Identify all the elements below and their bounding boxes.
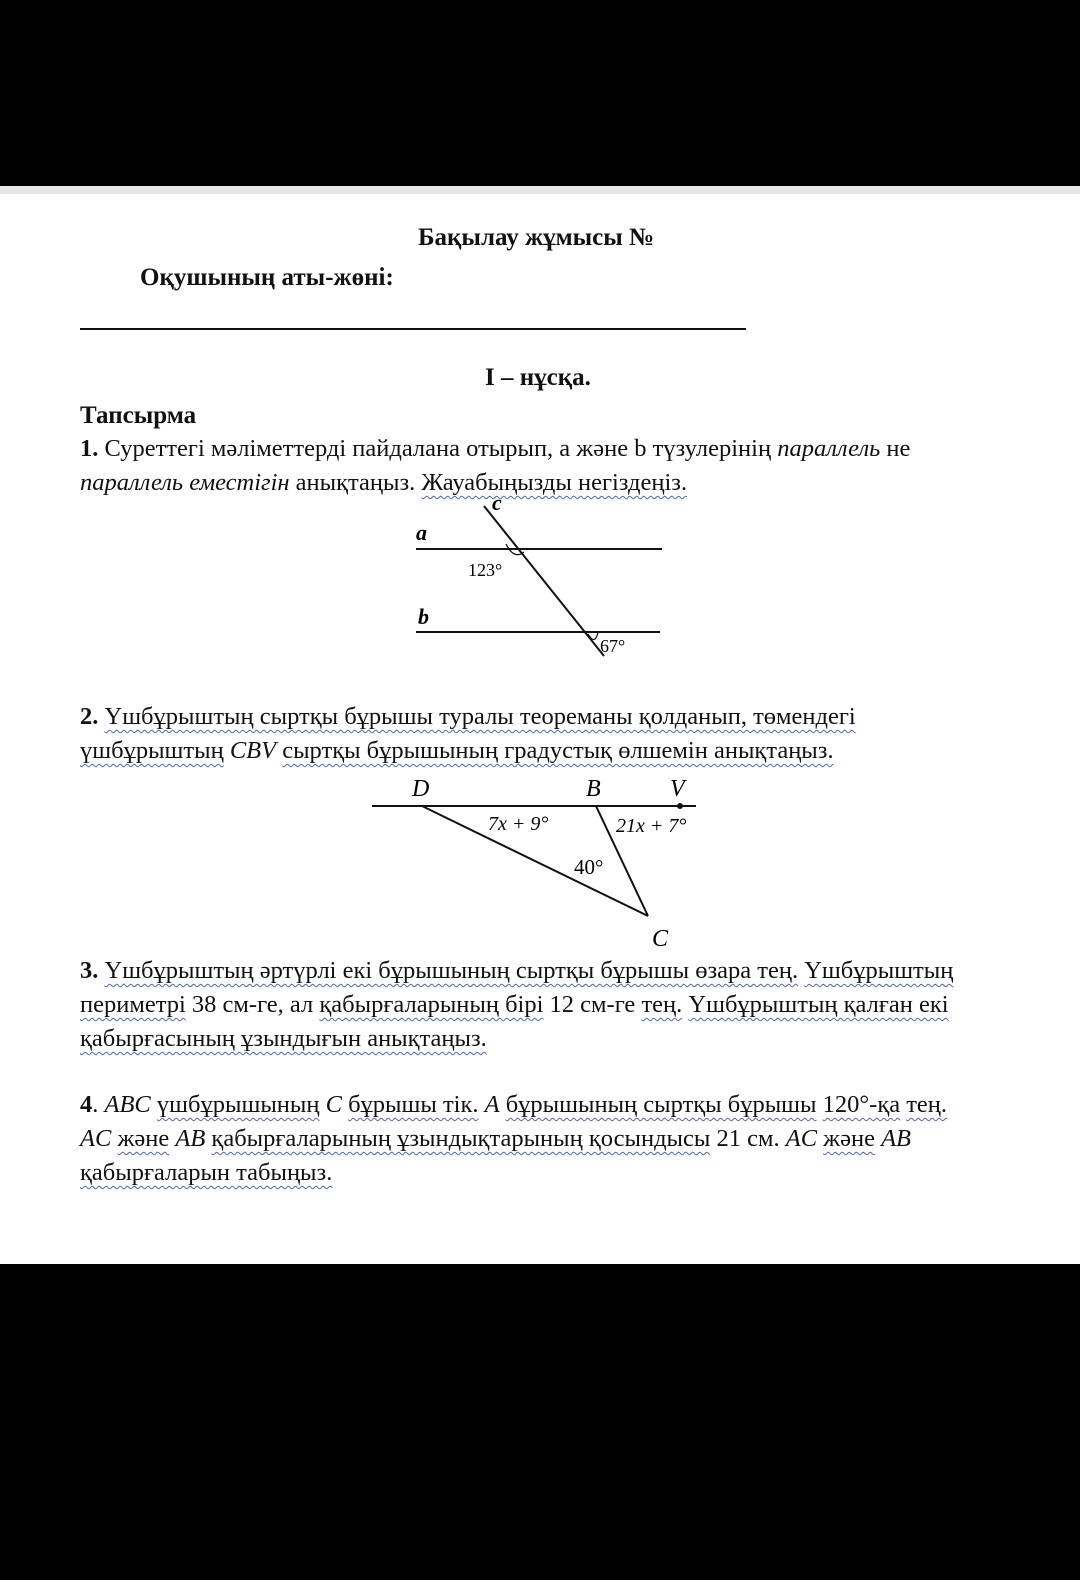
document-title: Бақылау жұмысы № (418, 224, 655, 251)
vertex-c: C (652, 926, 669, 952)
name-underline (80, 328, 746, 330)
student-name-label: Оқушының аты-жөні: (140, 264, 394, 291)
label-b: b (418, 604, 429, 629)
angle-d-expression: 7x + 9° (488, 813, 549, 835)
document-page (0, 194, 1080, 1264)
task-1-text: 1. Суреттегі мәліметтерді пайдалана отырып, а және b түзулерінің параллель не параллель еместігін анықтаңыз. Жауабыңызды негіздеңіз. (80, 435, 911, 496)
parallel-lines-figure (400, 494, 680, 664)
task-1-number: 1. (80, 435, 99, 462)
angle-label-67: 67° (600, 636, 626, 656)
top-black-bar (0, 0, 1080, 186)
angle-c-label: 40° (574, 855, 604, 879)
vertex-d: D (412, 776, 430, 802)
transversal-c (484, 506, 604, 656)
vertex-v: V (670, 776, 685, 802)
label-a: a (416, 520, 427, 545)
section-heading: Тапсырма (80, 402, 197, 429)
task-3-number: 3. (80, 957, 99, 984)
task-4-text: 4. ABC үшбұрышының C бұрышы тік. A бұрышының сыртқы бұрышы 120°-қа тең. AC және AB қабырғаларының ұзындықтарының қосындысы 21 см. AC және AB қабырғаларын табыңыз. (80, 1091, 948, 1186)
task-4-number: 4 (80, 1091, 93, 1118)
task-3-text: 3. Үшбұрыштың әртүрлі екі бұрышының сыртқы бұрышы өзара тең. Үшбұрыштың периметрі 38 см-ге, ал қабырғаларының бірі 12 см-ге тең. Үшбұрыштың қалған екі қабырғасының ұзындығын анықтаңыз. (80, 957, 954, 1052)
task-2-number: 2. (80, 703, 99, 730)
bottom-black-bar (0, 1264, 1080, 1580)
angle-label-123: 123° (468, 560, 503, 580)
angle-b-expression: 21x + 7° (616, 815, 687, 837)
page-edge-strip (0, 186, 1080, 194)
label-c: c (492, 494, 502, 515)
vertex-b: B (586, 776, 601, 802)
task-2-text: 2. Үшбұрыштың сыртқы бұрышы туралы теореманы қолданып, төмендегі үшбұрыштың CBV сыртқы бұрышының градустық өлшемін анықтаңыз. (80, 703, 856, 764)
variant-label: I – нұсқа. (485, 364, 591, 391)
triangle-figure (360, 762, 720, 962)
point-v (677, 803, 683, 809)
